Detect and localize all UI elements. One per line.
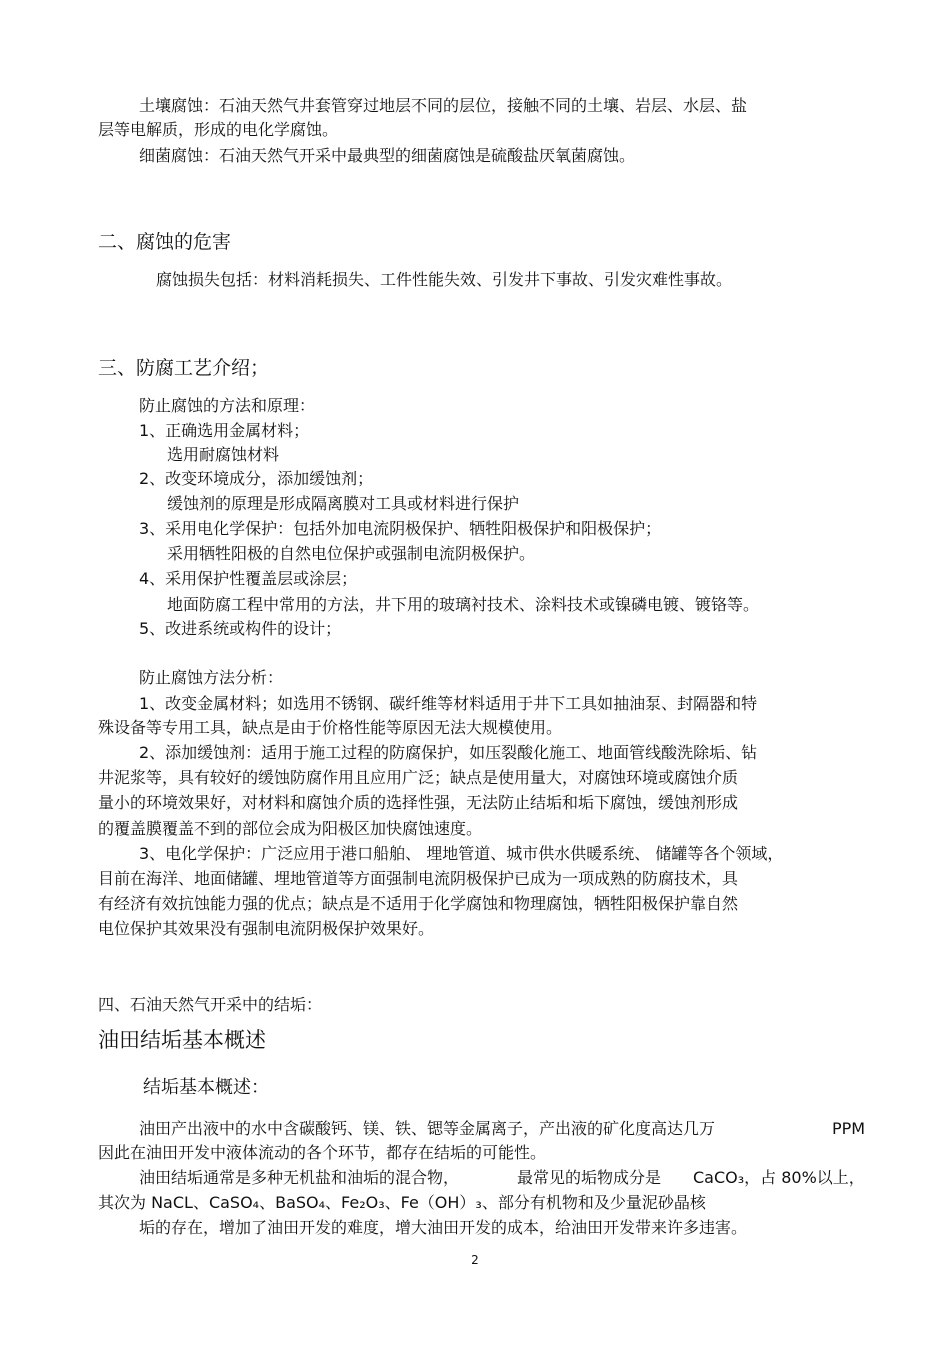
section-2-text: 腐蚀损失包括：材料消耗损失、工件性能失效、引发井下事故、引发灾难性事故。 [156,270,733,289]
analysis-3-line-2: 目前在海洋、地面储罐、埋地管道等方面强制电流阴极保护已成为一项成熟的防腐技术，具 [98,869,739,888]
method-item: 3、采用电化学保护：包括外加电流阴极保护、牺牲阳极保护和阳极保护； [139,519,662,538]
analysis-3-line-3: 有经济有效抗蚀能力强的优点；缺点是不适用于化学腐蚀和物理腐蚀，牺牲阳极保护靠自然 [98,894,739,913]
scaling-overview-heading: 油田结垢基本概述 [98,1028,266,1052]
method-detail: 采用牺牲阳极的自然电位保护或强制电流阴极保护。 [167,544,536,563]
method-detail: 地面防腐工程中常用的方法，井下用的玻璃衬技术、涂料技术或镍磷电镀、镀铬等。 [167,595,760,614]
scaling-overview-subheading: 结垢基本概述： [143,1077,269,1098]
scaling-p2-part-1: 油田结垢通常是多种无机盐和油垢的混合物， [139,1168,460,1187]
soil-corrosion-line-2: 层等电解质，形成的电化学腐蚀。 [98,120,339,139]
method-item: 4、采用保护性覆盖层或涂层； [139,569,358,588]
scaling-p2-part-3: CaCO₃，占 80%以上， [693,1168,865,1187]
methods-title: 防止腐蚀的方法和原理： [139,396,316,415]
bacteria-corrosion-line: 细菌腐蚀：石油天然气开采中最典型的细菌腐蚀是硫酸盐厌氧菌腐蚀。 [139,146,636,165]
section-2-heading: 二、腐蚀的危害 [98,231,232,253]
scaling-p2-part-2: 最常见的垢物成分是 [517,1168,662,1187]
analysis-2-line-1: 2、添加缓蚀剂：适用于施工过程的防腐保护，如压裂酸化施工、地面管线酸洗除垢、钻 [139,743,758,762]
scaling-p1-line-2: 因此在油田开发中液体流动的各个环节，都存在结垢的可能性。 [98,1143,547,1162]
section-4-heading: 四、石油天然气开采中的结垢： [98,995,323,1014]
method-item: 5、改进系统或构件的设计； [139,619,342,638]
scaling-p3: 垢的存在，增加了油田开发的难度，增大油田开发的成本，给油田开发带来许多违害。 [139,1218,748,1237]
analysis-2-line-4: 的覆盖膜覆盖不到的部位会成为阳极区加快腐蚀速度。 [98,819,483,838]
analysis-3-line-4: 电位保护其效果没有强制电流阴极保护效果好。 [98,919,435,938]
analysis-1-line-2: 殊设备等专用工具，缺点是由于价格性能等原因无法大规模使用。 [98,718,563,737]
analysis-3-line-1: 3、电化学保护：广泛应用于港口船舶、 埋地管道、城市供水供暖系统、 储罐等各个领域， [139,844,784,863]
method-detail: 选用耐腐蚀材料 [167,445,280,464]
page-number: 2 [471,1253,479,1267]
analysis-1-line-1: 1、改变金属材料；如选用不锈钢、碳纤维等材料适用于井下工具如抽油泵、封隔器和特 [139,694,758,713]
method-item: 1、正确选用金属材料； [139,421,310,440]
soil-corrosion-line-1: 土壤腐蚀：石油天然气井套管穿过地层不同的层位，接触不同的土壤、岩层、水层、盐 [139,96,748,115]
method-item: 2、改变环境成分，添加缓蚀剂； [139,469,374,488]
section-3-heading: 三、防腐工艺介绍； [98,357,270,379]
scaling-p1-line-1: 油田产出液中的水中含碳酸钙、镁、铁、锶等金属离子，产出液的矿化度高达几万 [139,1119,716,1138]
scaling-p2-line-2: 其次为 NaCL、CaSO₄、BaSO₄、Fe₂O₃、Fe（OH）₃、部分有机物和及少量泥砂晶核 [98,1193,706,1212]
method-detail: 缓蚀剂的原理是形成隔离膜对工具或材料进行保护 [167,494,520,513]
analysis-title: 防止腐蚀方法分析： [139,668,284,687]
scaling-p1-unit: PPM [832,1119,866,1138]
analysis-2-line-3: 量小的环境效果好，对材料和腐蚀介质的选择性强，无法防止结垢和垢下腐蚀，缓蚀剂形成 [98,793,739,812]
analysis-2-line-2: 井泥浆等，具有较好的缓蚀防腐作用且应用广泛；缺点是使用量大，对腐蚀环境或腐蚀介质 [98,768,739,787]
